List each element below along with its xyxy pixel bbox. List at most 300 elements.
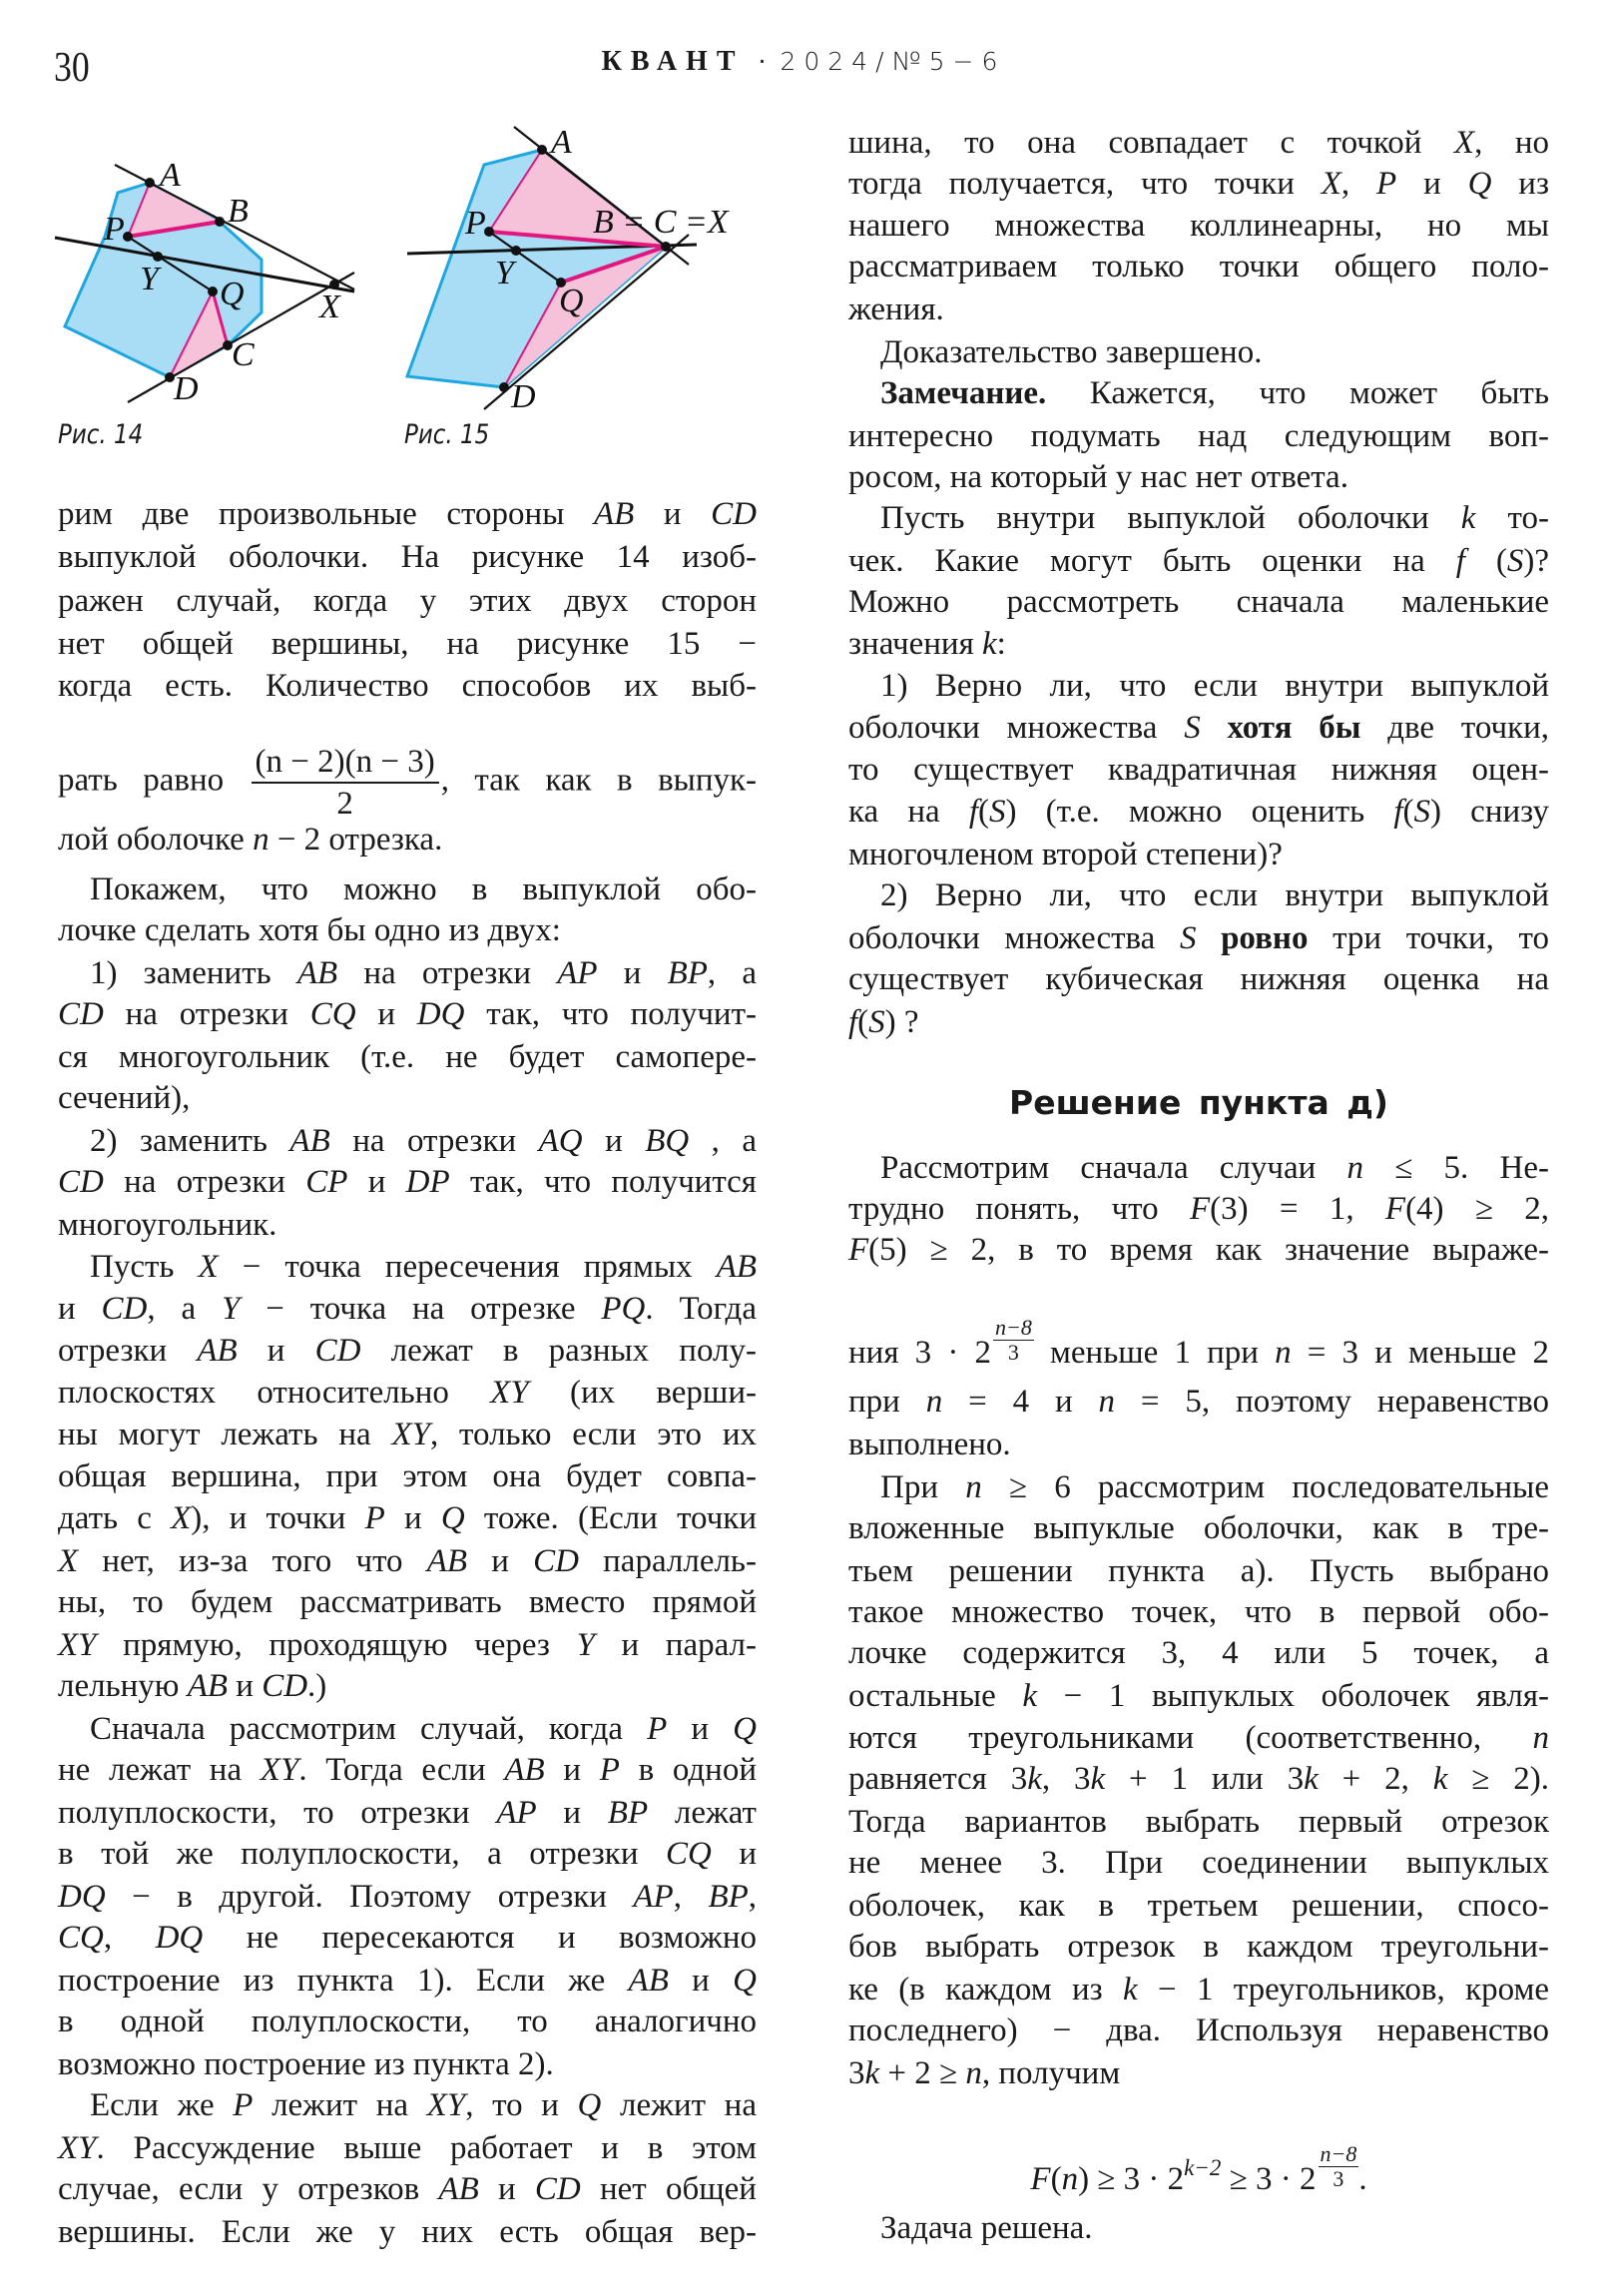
denominator: 3	[1332, 2165, 1344, 2191]
exponent: k−2	[1184, 2154, 1222, 2180]
math-var: AP	[496, 1794, 537, 1831]
text-run: ке (в каждом из	[848, 1971, 1123, 2008]
text-line	[848, 1381, 1549, 1423]
math-var: CD	[711, 495, 757, 532]
text-run: лочке сделать хотя бы одно из двух:	[58, 912, 561, 949]
bold-text: Замечание.	[880, 374, 1047, 411]
text-line	[848, 2140, 1549, 2197]
math-var: Q	[577, 2087, 602, 2124]
text-line	[848, 749, 1549, 791]
math-var: AQ	[538, 1123, 583, 1160]
text-run: (	[978, 793, 989, 830]
text-run: две точки,	[1360, 709, 1550, 746]
text-run: и	[668, 1962, 734, 1999]
label-X: X	[319, 288, 340, 325]
text-run: не пересекаются и возможно	[203, 1920, 758, 1957]
text-run: и	[347, 1164, 406, 1201]
text-line	[848, 456, 1549, 498]
text-run: , а	[689, 1123, 757, 1160]
text-run: значения	[848, 625, 983, 662]
text-line	[58, 623, 757, 665]
text-run: ,	[1340, 166, 1377, 203]
label-P: P	[465, 205, 486, 242]
text-run: :	[996, 625, 1006, 662]
math-var: XY	[426, 2087, 466, 2124]
label-Y: Y	[495, 255, 514, 291]
text-line	[58, 1036, 757, 1078]
text-line	[58, 2127, 757, 2169]
text-line	[848, 1466, 1549, 1508]
text-run: = 5, поэтому неравенство	[1115, 1384, 1549, 1421]
text-run: то существует квадратичная нижняя оцен-	[848, 752, 1549, 789]
text-line	[848, 1885, 1549, 1927]
text-run: рим две произвольные стороны	[58, 495, 594, 532]
math-var: X	[58, 1542, 79, 1579]
math-var: P	[599, 1751, 620, 1788]
text-run: лочке содержится 3, 4 или 5 точек, а	[848, 1635, 1549, 1672]
text-line	[58, 1455, 757, 1497]
text-run: Пусть	[90, 1248, 199, 1285]
text-run: Если же	[90, 2087, 234, 2124]
text-run: и	[58, 1291, 102, 1328]
text-line	[58, 536, 757, 578]
header-separator: ·	[758, 47, 767, 76]
math-var: n	[1275, 1335, 1292, 1372]
text-run: так, что получит-	[464, 996, 757, 1033]
text-line	[848, 1001, 1549, 1043]
text-run: . Рассуждение выше работает и в этом	[96, 2130, 757, 2167]
text-run: лой оболочке	[58, 821, 254, 858]
text-line	[58, 1540, 757, 1582]
text-line	[58, 1917, 757, 1959]
text-line	[58, 1749, 757, 1791]
text-run: и	[634, 495, 712, 532]
text-line	[848, 1842, 1549, 1884]
math-var: f	[1393, 793, 1403, 830]
text-run: и	[228, 1667, 263, 1704]
text-line	[848, 288, 1549, 330]
text-line	[848, 246, 1549, 287]
text-run: лежит на	[253, 2087, 427, 2124]
running-header	[0, 46, 1597, 78]
figure-15-caption: Рис. 15	[404, 419, 490, 450]
math-var: Q	[733, 1710, 757, 1747]
text-run: ≥ 6 рассмотрим последовательные	[981, 1468, 1549, 1505]
label-D: D	[174, 370, 199, 407]
text-run: и	[711, 1836, 757, 1873]
label-C: C	[232, 336, 255, 373]
math-var: DQ	[58, 1878, 106, 1915]
math-var: F	[1189, 1190, 1211, 1227]
fraction-exponent	[1319, 2142, 1359, 2191]
text-run: ны могут лежать на	[58, 1416, 392, 1452]
math-var: AB	[426, 1542, 468, 1579]
text-line	[848, 1801, 1549, 1843]
text-line	[848, 1507, 1549, 1549]
text-run: в той же полуплоскости, а отрезки	[58, 1836, 666, 1873]
text-line	[848, 1632, 1549, 1674]
text-line	[848, 1926, 1549, 1968]
math-var: S	[1184, 709, 1201, 746]
math-var: CD	[314, 1332, 361, 1369]
math-var: k	[1090, 1760, 1106, 1797]
text-run: дать с	[58, 1499, 172, 1536]
math-var: P	[1376, 166, 1397, 203]
text-line	[848, 1550, 1549, 1592]
text-line	[848, 1147, 1549, 1189]
math-var: AB	[593, 495, 635, 532]
text-run: Рассмотрим сначала случаи	[880, 1149, 1347, 1186]
math-var: P	[364, 1499, 385, 1536]
math-var: BP	[667, 954, 708, 991]
text-run: . Тогда	[645, 1291, 757, 1328]
math-var: CQ	[58, 1920, 104, 1957]
text-line	[58, 2211, 757, 2253]
math-var: n	[965, 1468, 982, 1505]
math-var: BP	[607, 1794, 649, 1831]
text-run: и	[355, 996, 417, 1033]
text-line	[58, 1624, 757, 1666]
math-var: AB	[296, 954, 338, 991]
text-run: ны, то будем рассматривать вместо прямой	[58, 1583, 757, 1620]
text-run: − в другой. Поэтому отрезки	[105, 1878, 634, 1915]
denominator: 2	[336, 786, 353, 823]
text-run: рассматриваем только точки общего поло-	[848, 248, 1549, 285]
text-run: − 1 выпуклых оболочек явля-	[1037, 1678, 1549, 1715]
section-heading: Решение пункта д)	[1009, 1083, 1388, 1122]
text-line	[848, 1424, 1549, 1465]
text-line	[58, 868, 757, 910]
text-line	[848, 2009, 1549, 2051]
text-line	[58, 580, 757, 622]
denominator: 3	[1007, 1340, 1019, 1366]
label-Y: Y	[140, 261, 159, 297]
text-line	[58, 742, 757, 823]
math-var: k	[1432, 1760, 1448, 1797]
text-run: случае, если у отрезков	[58, 2171, 439, 2208]
text-run: на отрезки	[337, 954, 558, 991]
math-var: XY	[58, 1626, 97, 1663]
text-line	[848, 834, 1549, 875]
text-run: , а	[147, 1291, 223, 1328]
math-var: F	[848, 1232, 869, 1269]
text-run: 2) Верно ли, что если внутри выпуклой	[880, 876, 1549, 913]
text-line	[848, 205, 1549, 247]
text-line	[58, 1372, 757, 1414]
math-var: CD	[533, 1542, 579, 1579]
text-run: и	[544, 1751, 600, 1788]
text-run: . Тогда если	[298, 1751, 505, 1788]
text-run: , получим	[981, 2054, 1121, 2091]
text-run: оболочек, как в третьем решении, спосо-	[848, 1887, 1549, 1924]
math-var: AB	[438, 2171, 479, 2208]
text-run: последнего) − два. Используя неравенство	[848, 2012, 1549, 2049]
math-var: X	[1453, 125, 1475, 162]
text-run: − точка пересечения прямых	[218, 1248, 717, 1285]
text-run: Сначала рассмотрим случай, когда	[90, 1710, 648, 1747]
math-var: k	[982, 625, 997, 662]
text-run: лельную	[58, 1667, 188, 1704]
text-run: и	[597, 954, 668, 991]
text-run: ≥ 2).	[1447, 1760, 1549, 1797]
text-run: (	[1464, 542, 1507, 579]
math-var: XY	[490, 1375, 529, 1412]
text-line	[58, 1497, 757, 1539]
text-line	[848, 958, 1549, 1000]
math-var: n	[1061, 2160, 1079, 2197]
math-var: BP	[708, 1878, 749, 1915]
text-run: три точки, то	[1308, 919, 1549, 956]
text-line	[58, 993, 757, 1035]
text-run: остальные	[848, 1678, 1023, 1715]
text-line	[848, 1758, 1549, 1800]
text-run: , 3	[1041, 1760, 1091, 1797]
math-var: n	[1532, 1719, 1549, 1756]
text-run: При	[880, 1468, 966, 1505]
text-line	[58, 2084, 757, 2126]
text-run: и	[536, 1794, 608, 1831]
text-run: (4) ≥ 2,	[1405, 1190, 1549, 1227]
text-run: лежат в разных полу-	[360, 1332, 757, 1369]
text-run: ≤ 5. Не-	[1363, 1149, 1549, 1186]
text-run: ются треугольниками (соответственно,	[848, 1719, 1533, 1756]
text-run: ) снизу	[1430, 793, 1549, 830]
text-run: и	[384, 1499, 441, 1536]
text-run: − 1 треугольников, кроме	[1137, 1971, 1549, 2008]
text-run: ), и точки	[191, 1499, 365, 1536]
text-run: , а	[707, 954, 757, 991]
text-run: возможно построение из пункта 2).	[58, 2045, 554, 2082]
text-run: тьем решении пункта а). Пусть выбрано	[848, 1552, 1549, 1589]
text-run: интересно подумать над следующим воп-	[848, 417, 1549, 454]
text-run: рать равно	[58, 762, 250, 799]
text-run: .)	[307, 1667, 327, 1704]
math-var: DP	[405, 1164, 450, 1201]
text-run: и	[478, 2171, 535, 2208]
label-A: A	[551, 124, 572, 161]
text-run	[1201, 710, 1228, 746]
math-var: AB	[187, 1667, 229, 1704]
text-run: Пусть внутри выпуклой оболочки	[880, 500, 1461, 537]
text-line	[58, 1288, 757, 1330]
text-line	[848, 1229, 1549, 1271]
text-run: общая вершина, при этом она будет совпа-	[58, 1458, 757, 1495]
text-line	[58, 2001, 757, 2042]
text-line	[848, 1675, 1549, 1717]
math-var: f	[848, 1003, 858, 1040]
text-line	[848, 1591, 1549, 1633]
text-line	[848, 581, 1549, 623]
math-var: X	[198, 1248, 219, 1285]
text-run: , только если это их	[429, 1416, 757, 1452]
text-line	[58, 1708, 757, 1750]
math-var: S	[1179, 919, 1197, 956]
text-run: (3) = 1,	[1210, 1190, 1385, 1227]
text-line	[848, 1969, 1549, 2010]
text-run: ся многоугольник (т.е. не будет самопере-	[58, 1039, 757, 1076]
text-run: ≥ 3 · 2	[1221, 2160, 1317, 2197]
text-run: при	[848, 1384, 926, 1421]
text-line	[848, 372, 1549, 414]
text-run: существует кубическая нижняя оценка на	[848, 960, 1549, 997]
text-line	[58, 1665, 757, 1707]
text-run: то-	[1475, 500, 1549, 537]
text-line	[848, 2207, 1549, 2249]
text-line	[58, 1414, 757, 1455]
math-var: k	[1460, 500, 1476, 537]
text-line	[58, 665, 757, 707]
text-run: ,	[673, 1878, 709, 1915]
text-line	[848, 122, 1549, 164]
math-var: k	[1304, 1760, 1319, 1797]
text-run: и	[1396, 166, 1468, 203]
text-line	[848, 1315, 1549, 1372]
text-run: тогда получается, что точки	[848, 166, 1322, 203]
text-line	[848, 415, 1549, 457]
math-var: CP	[305, 1164, 348, 1201]
math-var: S	[1506, 542, 1524, 579]
text-run: = 4 и	[942, 1384, 1099, 1421]
text-run: вложенные выпуклые оболочки, как в тре-	[848, 1510, 1549, 1547]
math-var: BQ	[645, 1123, 690, 1160]
text-run: , но	[1474, 125, 1549, 162]
text-run: Покажем, что можно в выпуклой обо-	[90, 870, 757, 907]
text-run: и	[237, 1332, 315, 1369]
text-run: .	[1358, 2160, 1367, 2197]
text-run: , то и	[465, 2087, 578, 2124]
text-run: ) ?	[884, 1003, 919, 1040]
math-var: n	[1098, 1384, 1116, 1421]
text-run: многочленом второй степени)?	[848, 836, 1283, 872]
math-var: CQ	[665, 1836, 712, 1873]
text-line	[848, 497, 1549, 539]
text-run: тоже. (Если точки	[464, 1499, 757, 1536]
text-line	[848, 665, 1549, 707]
math-var: S	[1413, 793, 1431, 830]
label-D: D	[511, 378, 536, 415]
text-run: и парал-	[594, 1626, 757, 1663]
text-run: на отрезки	[103, 1164, 306, 1201]
text-line	[848, 623, 1549, 665]
text-run: , так как в выпук-	[440, 762, 757, 799]
text-run: меньше 1 при	[1033, 1335, 1276, 1372]
text-run: выпуклой оболочки. На рисунке 14 изоб-	[58, 538, 757, 575]
text-run: когда есть. Количество способов их выб-	[58, 668, 757, 705]
text-line	[58, 1161, 757, 1203]
text-run: − 2 отрезка.	[268, 821, 443, 858]
text-line	[58, 909, 757, 951]
text-run: в одной полуплоскости, то аналогично	[58, 2004, 757, 2040]
text-run: полуплоскости, то отрезки	[58, 1794, 497, 1831]
math-var: P	[647, 1710, 668, 1747]
text-run: не менее 3. При соединении выпуклых	[848, 1844, 1549, 1881]
text-run: и	[667, 1710, 734, 1747]
text-run: (	[857, 1003, 869, 1040]
text-line	[848, 163, 1549, 205]
text-run: нет, из-за того что	[78, 1542, 427, 1579]
text-line	[58, 1792, 757, 1834]
math-var: f	[968, 793, 978, 830]
text-line	[58, 1204, 757, 1246]
text-run: плоскостях относительно	[58, 1375, 491, 1412]
text-line	[848, 540, 1549, 582]
text-run: так, что получится	[449, 1164, 757, 1201]
text-line	[848, 2052, 1549, 2094]
text-run: 1) заменить	[90, 954, 297, 991]
text-run: = 3 и меньше 2	[1291, 1335, 1549, 1372]
math-var: XY	[58, 2130, 97, 2167]
text-run: трудно понять, что	[848, 1190, 1190, 1227]
text-run: ния 3 · 2	[848, 1335, 991, 1372]
text-run: лежит на	[601, 2087, 757, 2124]
figure-15	[0, 110, 759, 419]
math-var: S	[989, 793, 1006, 830]
text-run: + 1 или 3	[1105, 1760, 1305, 1797]
text-run: жения.	[848, 290, 944, 327]
text-line	[848, 874, 1549, 916]
text-run: равняется 3	[848, 1760, 1028, 1797]
text-run: Доказательство завершено.	[880, 333, 1263, 370]
text-line	[848, 707, 1549, 749]
text-run: 2) заменить	[90, 1123, 290, 1160]
math-var: PQ	[601, 1291, 646, 1328]
text-line	[848, 331, 1549, 373]
text-run: нет общей	[580, 2171, 757, 2208]
math-var: k	[1123, 1971, 1138, 2008]
math-var: Y	[222, 1291, 241, 1328]
text-run: и	[467, 1542, 534, 1579]
text-run	[1196, 920, 1221, 956]
text-run: )?	[1523, 542, 1549, 579]
text-run: оболочки множества	[848, 709, 1185, 746]
numerator: n−8	[1320, 2140, 1357, 2166]
bold-text: ровно	[1221, 919, 1309, 956]
text-line	[58, 1120, 757, 1162]
text-line	[58, 819, 757, 861]
text-run: ,	[103, 1920, 156, 1957]
text-run: из	[1491, 166, 1549, 203]
math-var: X	[171, 1499, 192, 1536]
math-var: CD	[101, 1291, 148, 1328]
label-B-C-X: B = C =X	[593, 204, 729, 241]
text-run: Тогда вариантов выбрать первый отрезок	[848, 1803, 1549, 1840]
text-run: оболочки множества	[848, 919, 1180, 956]
text-line	[58, 1581, 757, 1623]
text-line	[58, 2043, 757, 2085]
text-run: (	[1402, 793, 1414, 830]
fraction-exponent	[993, 1316, 1034, 1365]
text-run: ,	[748, 1878, 758, 1915]
text-run: и	[582, 1123, 646, 1160]
math-var: AB	[504, 1751, 545, 1788]
bold-text: хотя бы	[1227, 709, 1361, 746]
math-var: f	[1455, 542, 1465, 579]
text-run: нашего множества коллинеарны, но мы	[848, 207, 1549, 244]
math-var: Q	[733, 1962, 757, 1999]
figure-14-caption: Рис. 14	[58, 419, 144, 450]
text-line	[58, 2168, 757, 2210]
text-run: отрезки	[58, 1332, 198, 1369]
text-run: в одной	[619, 1751, 757, 1788]
math-var: AP	[633, 1878, 674, 1915]
math-var: n	[1346, 1149, 1364, 1186]
page-number: 30	[54, 45, 90, 91]
text-run: Можно рассмотреть сначала маленькие	[848, 584, 1549, 621]
text-line	[58, 1077, 757, 1119]
text-line	[58, 952, 757, 994]
issue-number: 2024/№5−6	[780, 47, 1006, 76]
text-run: росом, на который у нас нет ответа.	[848, 458, 1348, 495]
